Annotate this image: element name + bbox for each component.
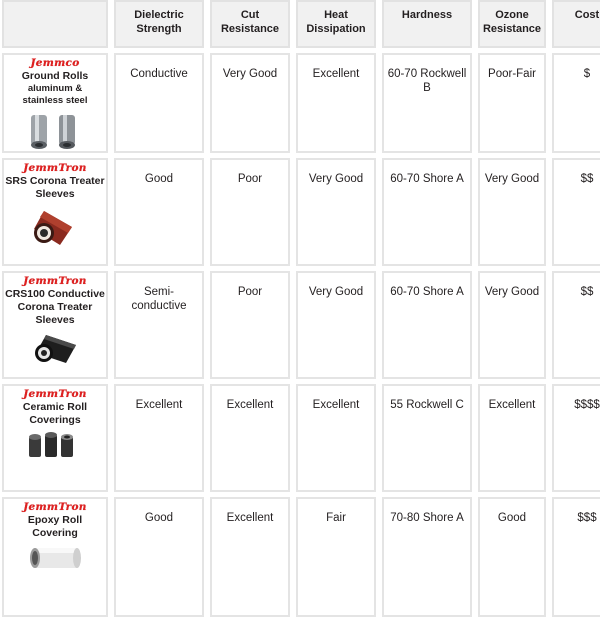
brand-logo-jemmtron: JemmTron bbox=[23, 162, 87, 174]
product-cell-epoxy-covering bbox=[2, 497, 108, 617]
header-heat-dissipation bbox=[296, 0, 376, 48]
header-line: Dielectric bbox=[134, 9, 184, 21]
value-cell bbox=[382, 271, 472, 379]
product-name: Coverings bbox=[29, 414, 81, 426]
value-cell bbox=[552, 497, 600, 617]
header-dielectric-strength bbox=[114, 0, 204, 48]
header-blank-cell bbox=[2, 0, 108, 48]
value-cell bbox=[210, 497, 290, 617]
header-line: Strength bbox=[136, 23, 182, 35]
cut-value: Very Good bbox=[222, 68, 278, 80]
ceramic-rolls-icon bbox=[25, 431, 85, 461]
cost-value: $$$$ bbox=[574, 399, 600, 411]
value-cell bbox=[478, 158, 546, 266]
header-line: Cut bbox=[240, 9, 260, 21]
metal-rolls-icon bbox=[25, 111, 85, 149]
value-cell bbox=[552, 271, 600, 379]
product-name: Ground Rolls bbox=[21, 70, 89, 82]
comparison-table bbox=[2, 0, 600, 617]
value-cell bbox=[210, 384, 290, 492]
ozone-value: Very Good bbox=[484, 286, 540, 298]
header-line: Dissipation bbox=[306, 23, 366, 35]
hardness-value: 60-70 Shore A bbox=[390, 173, 464, 185]
heat-value: Excellent bbox=[312, 399, 360, 411]
ozone-value: Poor-Fair bbox=[488, 68, 536, 80]
cost-value: $$$ bbox=[577, 512, 597, 524]
header-line: Heat bbox=[324, 9, 348, 21]
cost-value: $ bbox=[583, 68, 591, 80]
heat-value: Very Good bbox=[308, 286, 364, 298]
hardness-value: 60-70 Shore A bbox=[390, 286, 464, 298]
dielectric-value: Semi- conductive bbox=[131, 286, 187, 312]
value-cell bbox=[210, 271, 290, 379]
value-cell bbox=[382, 497, 472, 617]
heat-value: Excellent bbox=[312, 68, 360, 80]
product-name: CRS100 Conductive bbox=[5, 288, 105, 300]
brand-logo-jemmtron: JemmTron bbox=[23, 275, 87, 287]
header-cut-resistance bbox=[210, 0, 290, 48]
brand-logo-jemmtron: JemmTron bbox=[23, 388, 87, 400]
dielectric-value: Good bbox=[144, 173, 174, 185]
dielectric-value: Conductive bbox=[130, 68, 188, 80]
product-name: Sleeves bbox=[35, 188, 75, 200]
product-cell-ceramic-coverings bbox=[2, 384, 108, 492]
product-name: Epoxy Roll Covering bbox=[27, 514, 83, 539]
heat-value: Very Good bbox=[308, 173, 364, 185]
ozone-value: Very Good bbox=[484, 173, 540, 185]
cost-value: $$ bbox=[580, 173, 594, 185]
value-cell bbox=[296, 271, 376, 379]
value-cell bbox=[382, 53, 472, 153]
product-subtitle: aluminum & bbox=[27, 83, 83, 94]
value-cell bbox=[296, 384, 376, 492]
value-cell bbox=[296, 497, 376, 617]
value-cell bbox=[114, 158, 204, 266]
product-name: Corona Treater bbox=[17, 301, 93, 313]
value-cell bbox=[552, 53, 600, 153]
heat-value: Fair bbox=[326, 512, 346, 524]
value-cell bbox=[478, 384, 546, 492]
value-cell bbox=[114, 497, 204, 617]
header-line: Hardness bbox=[401, 9, 453, 21]
value-cell bbox=[114, 53, 204, 153]
product-name: Ceramic Roll bbox=[22, 401, 88, 413]
header-line: Resistance bbox=[482, 23, 542, 35]
value-cell bbox=[210, 158, 290, 266]
epoxy-roll-icon bbox=[25, 544, 85, 574]
ozone-value: Good bbox=[497, 512, 527, 524]
value-cell bbox=[552, 384, 600, 492]
hardness-value: 60-70 Rockwell B bbox=[387, 68, 467, 94]
product-cell-ground-rolls bbox=[2, 53, 108, 153]
header-line: Resistance bbox=[220, 23, 280, 35]
header-line: Cost bbox=[574, 9, 600, 21]
cut-value: Excellent bbox=[226, 512, 274, 524]
value-cell bbox=[114, 384, 204, 492]
black-sleeve-icon bbox=[30, 331, 80, 365]
header-hardness bbox=[382, 0, 472, 48]
hardness-value: 70-80 Shore A bbox=[390, 512, 464, 524]
header-ozone-resistance bbox=[478, 0, 546, 48]
product-subtitle: stainless steel bbox=[22, 95, 88, 106]
header-cost bbox=[552, 0, 600, 48]
value-cell bbox=[478, 53, 546, 153]
product-cell-crs100-sleeves bbox=[2, 271, 108, 379]
value-cell bbox=[478, 271, 546, 379]
value-cell bbox=[296, 53, 376, 153]
brand-logo-jemmtron: JemmTron bbox=[23, 501, 87, 513]
value-cell bbox=[382, 158, 472, 266]
cost-value: $$ bbox=[580, 286, 594, 298]
product-name: SRS Corona Treater bbox=[5, 175, 105, 187]
product-name: Sleeves bbox=[35, 314, 75, 326]
dielectric-value: Good bbox=[144, 512, 174, 524]
value-cell bbox=[478, 497, 546, 617]
cut-value: Excellent bbox=[226, 399, 274, 411]
value-cell bbox=[552, 158, 600, 266]
dielectric-value: Excellent bbox=[135, 399, 183, 411]
value-cell bbox=[296, 158, 376, 266]
value-cell bbox=[114, 271, 204, 379]
hardness-value: 55 Rockwell C bbox=[390, 399, 464, 411]
ozone-value: Excellent bbox=[488, 399, 536, 411]
value-cell bbox=[210, 53, 290, 153]
product-cell-srs-sleeves bbox=[2, 158, 108, 266]
cut-value: Poor bbox=[237, 173, 263, 185]
brand-logo-jemmco: Jemmco bbox=[30, 57, 80, 69]
value-cell bbox=[382, 384, 472, 492]
cut-value: Poor bbox=[237, 286, 263, 298]
header-line: Ozone bbox=[495, 9, 529, 21]
red-sleeve-icon bbox=[30, 205, 80, 247]
